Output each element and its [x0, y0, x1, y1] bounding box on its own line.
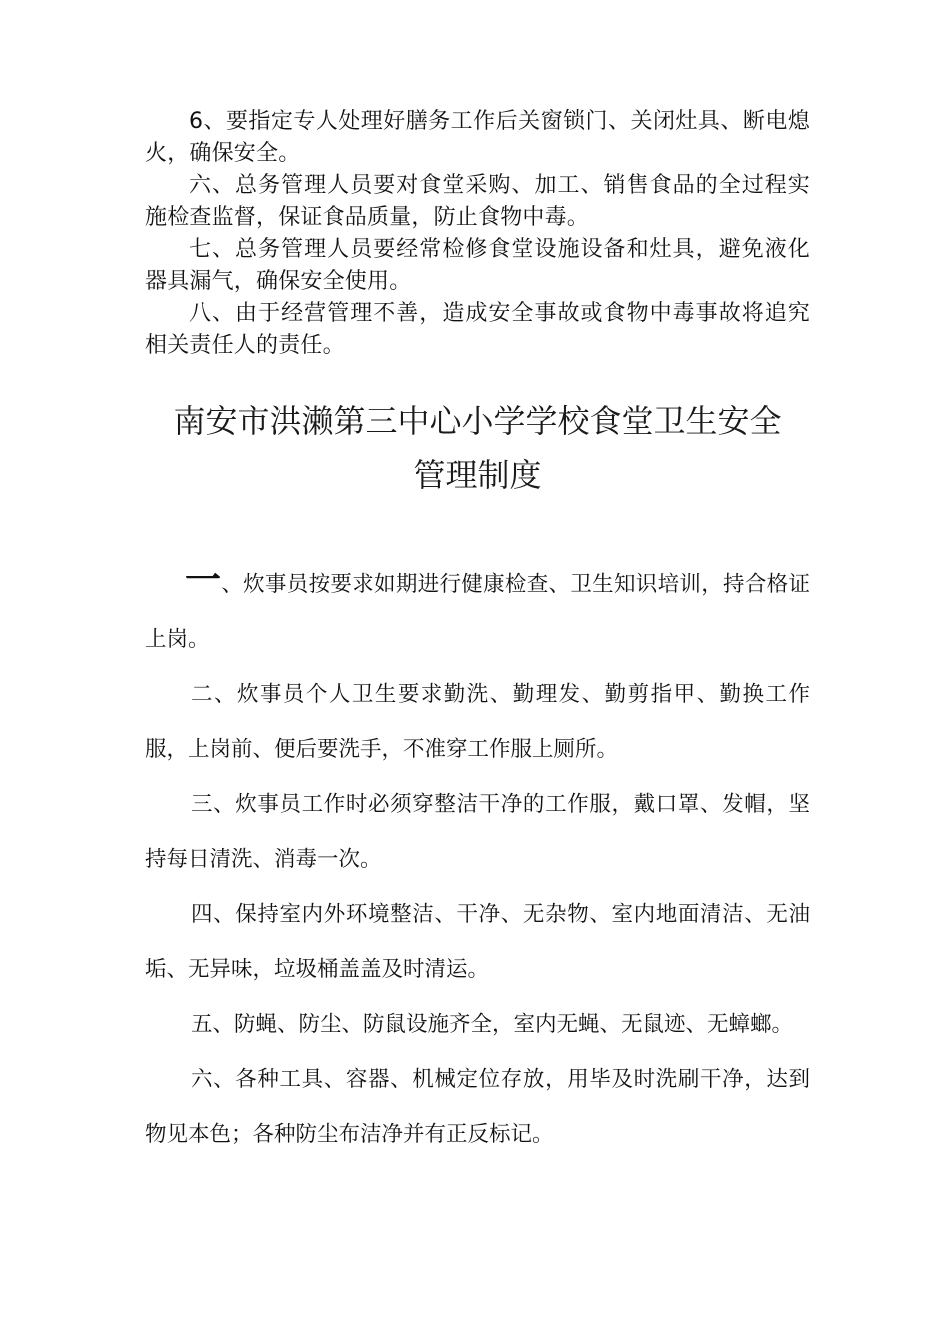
paragraph-item-eight: 八、由于经营管理不善，造成安全事故或食物中毒事故将追究相关责任人的责任。: [145, 301, 810, 358]
rule-1-marker: 一: [185, 559, 222, 601]
rule-item-2: 二、炊事员个人卫生要求勤洗、勤理发、勤剪指甲、勤换工作服，上岗前、便后要洗手，不准穿工作服上厕所。: [145, 682, 810, 762]
title-line-1: 南安市洪濑第三中心小学学校食堂卫生安全: [173, 402, 782, 440]
rule-item-5: 五、防蝇、防尘、防鼠设施齐全，室内无蝇、无鼠迹、无蟑螂。: [191, 1012, 794, 1037]
rule-1-text: 、炊事员按要求如期进行健康检查、卫生知识培训，持合格证上岗。: [145, 572, 810, 652]
paragraph-item-seven: 七、总务管理人员要经常检修食堂设施设备和灶具，避免液化器具漏气，确保安全使用。: [145, 237, 810, 294]
title-line-2: 管理制度: [413, 456, 542, 494]
previous-section-continuation: [145, 106, 810, 362]
rule-item-1: [145, 553, 810, 667]
document-title: [145, 394, 810, 502]
rule-item-6: 六、各种工具、容器、机械定位存放，用毕及时洗刷干净，达到物见本色；各种防尘布洁净并有正反标记。: [145, 1067, 810, 1147]
rules-list: [145, 553, 810, 1162]
paragraph-item-six: 六、总务管理人员要对食堂采购、加工、销售食品的全过程实施检查监督，保证食品质量，防止食物中毒。: [145, 173, 810, 230]
rule-item-3: 三、炊事员工作时必须穿整洁干净的工作服，戴口罩、发帽，坚持每日清洗、消毒一次。: [145, 792, 810, 872]
paragraph-item-6: 6、要指定专人处理好膳务工作后关窗锁门、关闭灶具、断电熄火，确保安全。: [145, 109, 810, 166]
rule-item-4: 四、保持室内外环境整洁、干净、无杂物、室内地面清洁、无油垢、无异味，垃圾桶盖盖及时清运。: [145, 902, 810, 982]
